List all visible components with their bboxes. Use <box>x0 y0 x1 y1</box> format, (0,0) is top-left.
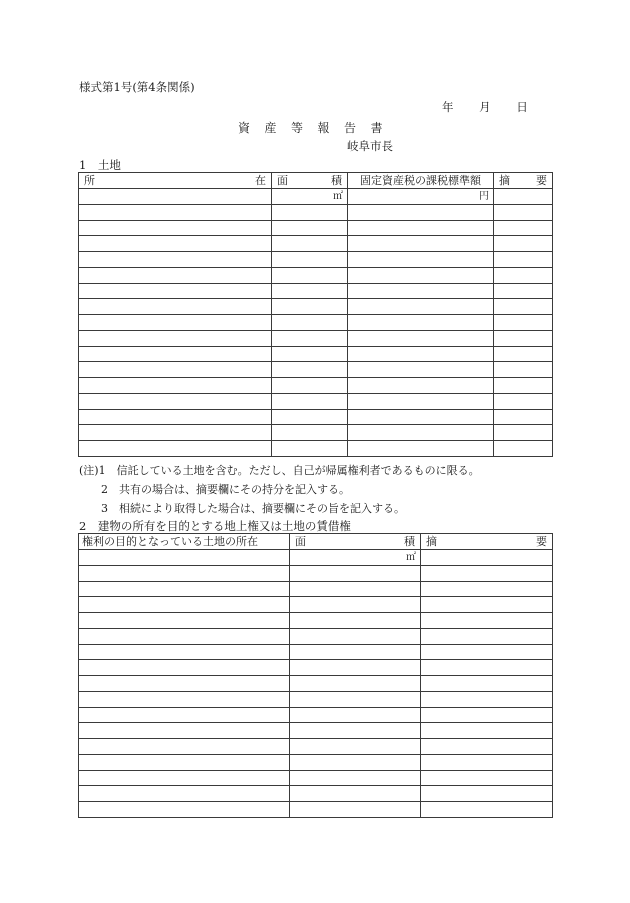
lease-area-cell-unit: ㎡ <box>406 551 416 563</box>
lease-location-cell[interactable] <box>79 707 290 723</box>
land-remarks-cell[interactable] <box>494 299 553 315</box>
land-remarks-cell[interactable] <box>494 267 553 283</box>
lease-remarks-cell[interactable] <box>421 676 553 692</box>
lease-location-cell[interactable] <box>79 565 290 581</box>
lease-remarks-cell[interactable] <box>421 754 553 770</box>
lease-row <box>79 660 553 676</box>
land-row <box>79 204 553 220</box>
form-number: 様式第1号(第4条関係) <box>79 80 195 94</box>
land-row <box>79 346 553 362</box>
date-line <box>442 99 528 115</box>
land-remarks-cell[interactable] <box>494 378 553 394</box>
lease-location-cell[interactable] <box>79 770 290 786</box>
land-area-cell[interactable] <box>272 393 348 409</box>
land-location-cell[interactable] <box>79 267 272 283</box>
lease-remarks-cell[interactable] <box>421 770 553 786</box>
land-area-cell-unit: ㎡ <box>333 190 343 202</box>
land-remarks-cell[interactable] <box>494 362 553 378</box>
land-table <box>78 172 553 457</box>
lease-header-area-2: 積 <box>404 535 415 548</box>
lease-remarks-cell[interactable] <box>421 550 553 566</box>
lease-remarks-cell[interactable] <box>421 691 553 707</box>
land-tax-value-cell[interactable] <box>348 189 494 205</box>
land-tax-value-cell[interactable] <box>348 441 494 457</box>
lease-location-cell[interactable] <box>79 644 290 660</box>
land-tax-value-cell[interactable] <box>348 299 494 315</box>
land-header-row <box>79 173 553 189</box>
land-remarks-cell[interactable] <box>494 252 553 268</box>
land-area-cell[interactable] <box>272 189 348 205</box>
land-location-cell[interactable] <box>79 330 272 346</box>
lease-area-cell[interactable] <box>290 597 421 613</box>
lease-row <box>79 565 553 581</box>
lease-header-area-1: 面 <box>295 535 306 548</box>
land-row <box>79 315 553 331</box>
land-tax-value-cell[interactable] <box>348 283 494 299</box>
land-remarks-cell[interactable] <box>494 330 553 346</box>
land-location-cell[interactable] <box>79 441 272 457</box>
land-row <box>79 393 553 409</box>
lease-remarks-cell[interactable] <box>421 613 553 629</box>
lease-area-cell[interactable] <box>290 644 421 660</box>
land-header-area-1: 面 <box>277 174 288 187</box>
land-location-cell[interactable] <box>79 283 272 299</box>
land-tax-value-cell[interactable] <box>348 425 494 441</box>
land-header-remarks-1: 摘 <box>499 174 510 187</box>
lease-header-remarks <box>421 534 553 550</box>
land-row <box>79 220 553 236</box>
land-row <box>79 441 553 457</box>
lease-row <box>79 550 553 566</box>
land-area-cell[interactable] <box>272 204 348 220</box>
date-month-label: 月 <box>479 100 491 114</box>
note-1: (注)1 信託している土地を含む。ただし、自己が帰属権利者であるものに限る。 <box>79 464 480 477</box>
lease-header-row <box>79 534 553 550</box>
lease-remarks-cell[interactable] <box>421 628 553 644</box>
lease-location-cell[interactable] <box>79 802 290 818</box>
lease-location-cell[interactable] <box>79 786 290 802</box>
lease-row <box>79 644 553 660</box>
land-location-cell[interactable] <box>79 378 272 394</box>
land-tax-value-cell[interactable] <box>348 267 494 283</box>
note-3: 3 相続により取得した場合は、摘要欄にその旨を記入する。 <box>101 502 405 515</box>
lease-row <box>79 723 553 739</box>
lease-location-cell[interactable] <box>79 628 290 644</box>
land-area-cell[interactable] <box>272 267 348 283</box>
lease-row <box>79 786 553 802</box>
lease-row <box>79 613 553 629</box>
land-header-area <box>272 173 348 189</box>
lease-row <box>79 802 553 818</box>
land-area-cell[interactable] <box>272 236 348 252</box>
land-remarks-cell[interactable] <box>494 393 553 409</box>
land-location-cell[interactable] <box>79 315 272 331</box>
land-location-cell[interactable] <box>79 189 272 205</box>
lease-location-cell[interactable] <box>79 723 290 739</box>
land-area-cell[interactable] <box>272 283 348 299</box>
lease-area-cell[interactable] <box>290 770 421 786</box>
land-remarks-cell[interactable] <box>494 425 553 441</box>
land-area-cell[interactable] <box>272 409 348 425</box>
land-location-cell[interactable] <box>79 220 272 236</box>
document-title: 資産等報告書 <box>238 121 398 135</box>
land-location-cell[interactable] <box>79 299 272 315</box>
land-location-cell[interactable] <box>79 204 272 220</box>
land-header-tax-value-text: 固定資産税の課税標準額 <box>360 174 481 187</box>
land-header-tax-value <box>348 173 494 189</box>
land-tax-value-cell[interactable] <box>348 315 494 331</box>
land-area-cell[interactable] <box>272 252 348 268</box>
lease-location-cell[interactable] <box>79 754 290 770</box>
lease-location-cell[interactable] <box>79 550 290 566</box>
lease-location-cell[interactable] <box>79 676 290 692</box>
land-header-remarks-2: 要 <box>536 174 547 187</box>
land-row <box>79 283 553 299</box>
land-location-cell[interactable] <box>79 425 272 441</box>
land-area-cell[interactable] <box>272 425 348 441</box>
land-location-cell[interactable] <box>79 393 272 409</box>
lease-row <box>79 676 553 692</box>
lease-remarks-cell[interactable] <box>421 660 553 676</box>
land-remarks-cell[interactable] <box>494 441 553 457</box>
lease-area-cell[interactable] <box>290 802 421 818</box>
lease-area-cell[interactable] <box>290 565 421 581</box>
lease-header-location-text: 権利の目的となっている土地の所在 <box>82 535 258 548</box>
lease-row <box>79 770 553 786</box>
lease-location-cell[interactable] <box>79 660 290 676</box>
land-header-location-1: 所 <box>84 174 95 187</box>
land-tax-value-cell[interactable] <box>348 252 494 268</box>
lease-area-cell[interactable] <box>290 723 421 739</box>
land-tax-value-cell[interactable] <box>348 378 494 394</box>
land-row <box>79 330 553 346</box>
land-remarks-cell[interactable] <box>494 204 553 220</box>
land-row <box>79 252 553 268</box>
land-row <box>79 299 553 315</box>
lease-table <box>78 533 553 818</box>
date-year-label: 年 <box>442 100 454 114</box>
land-area-cell[interactable] <box>272 330 348 346</box>
lease-header-remarks-2: 要 <box>536 535 547 548</box>
lease-header-area <box>290 534 421 550</box>
land-tax-value-cell[interactable] <box>348 220 494 236</box>
land-area-cell[interactable] <box>272 315 348 331</box>
lease-remarks-cell[interactable] <box>421 802 553 818</box>
land-remarks-cell[interactable] <box>494 346 553 362</box>
land-location-cell[interactable] <box>79 362 272 378</box>
land-row <box>79 267 553 283</box>
lease-remarks-cell[interactable] <box>421 723 553 739</box>
lease-area-cell[interactable] <box>290 691 421 707</box>
lease-remarks-cell[interactable] <box>421 565 553 581</box>
lease-remarks-cell[interactable] <box>421 739 553 755</box>
land-area-cell[interactable] <box>272 346 348 362</box>
land-header-location-2: 在 <box>255 174 266 187</box>
lease-remarks-cell[interactable] <box>421 707 553 723</box>
land-location-cell[interactable] <box>79 236 272 252</box>
lease-area-cell[interactable] <box>290 739 421 755</box>
land-location-cell[interactable] <box>79 346 272 362</box>
land-remarks-cell[interactable] <box>494 283 553 299</box>
land-remarks-cell[interactable] <box>494 409 553 425</box>
land-area-cell[interactable] <box>272 362 348 378</box>
land-tax-value-cell[interactable] <box>348 330 494 346</box>
lease-remarks-cell[interactable] <box>421 597 553 613</box>
lease-remarks-cell[interactable] <box>421 644 553 660</box>
land-area-cell[interactable] <box>272 441 348 457</box>
land-row <box>79 189 553 205</box>
lease-area-cell[interactable] <box>290 613 421 629</box>
note-2: 2 共有の場合は、摘要欄にその持分を記入する。 <box>101 483 350 496</box>
section1-title: 1 土地 <box>79 158 121 172</box>
lease-remarks-cell[interactable] <box>421 581 553 597</box>
lease-row <box>79 739 553 755</box>
land-header-remarks <box>494 173 553 189</box>
land-tax-value-cell[interactable] <box>348 393 494 409</box>
lease-header-location <box>79 534 290 550</box>
lease-area-cell[interactable] <box>290 628 421 644</box>
lease-row <box>79 691 553 707</box>
lease-row <box>79 707 553 723</box>
land-tax-value-cell[interactable] <box>348 236 494 252</box>
land-tax-value-cell[interactable] <box>348 362 494 378</box>
land-remarks-cell[interactable] <box>494 189 553 205</box>
land-remarks-cell[interactable] <box>494 315 553 331</box>
lease-area-cell[interactable] <box>290 676 421 692</box>
land-row <box>79 409 553 425</box>
land-row <box>79 425 553 441</box>
lease-area-cell[interactable] <box>290 581 421 597</box>
lease-location-cell[interactable] <box>79 691 290 707</box>
lease-area-cell[interactable] <box>290 707 421 723</box>
section2-title: 2 建物の所有を目的とする地上権又は土地の賃借権 <box>79 519 351 533</box>
land-tax-value-cell[interactable] <box>348 346 494 362</box>
land-location-cell[interactable] <box>79 409 272 425</box>
land-row <box>79 378 553 394</box>
lease-row <box>79 754 553 770</box>
land-remarks-cell[interactable] <box>494 236 553 252</box>
lease-area-cell[interactable] <box>290 754 421 770</box>
lease-row <box>79 628 553 644</box>
land-remarks-cell[interactable] <box>494 220 553 236</box>
lease-location-cell[interactable] <box>79 739 290 755</box>
lease-location-cell[interactable] <box>79 581 290 597</box>
land-area-cell[interactable] <box>272 378 348 394</box>
land-tax-value-cell[interactable] <box>348 409 494 425</box>
recipient: 岐阜市長 <box>347 139 393 153</box>
lease-row <box>79 581 553 597</box>
lease-area-cell[interactable] <box>290 786 421 802</box>
land-row <box>79 362 553 378</box>
land-header-location <box>79 173 272 189</box>
date-day-label: 日 <box>516 100 528 114</box>
land-area-cell[interactable] <box>272 299 348 315</box>
land-row <box>79 236 553 252</box>
lease-row <box>79 597 553 613</box>
land-header-area-2: 積 <box>331 174 342 187</box>
lease-location-cell[interactable] <box>79 597 290 613</box>
land-location-cell[interactable] <box>79 252 272 268</box>
lease-area-cell[interactable] <box>290 660 421 676</box>
lease-area-cell[interactable] <box>290 550 421 566</box>
land-tax-value-cell[interactable] <box>348 204 494 220</box>
lease-header-remarks-1: 摘 <box>426 535 437 548</box>
land-area-cell[interactable] <box>272 220 348 236</box>
land-tax-value-cell-unit: 円 <box>479 190 489 202</box>
lease-remarks-cell[interactable] <box>421 786 553 802</box>
lease-location-cell[interactable] <box>79 613 290 629</box>
